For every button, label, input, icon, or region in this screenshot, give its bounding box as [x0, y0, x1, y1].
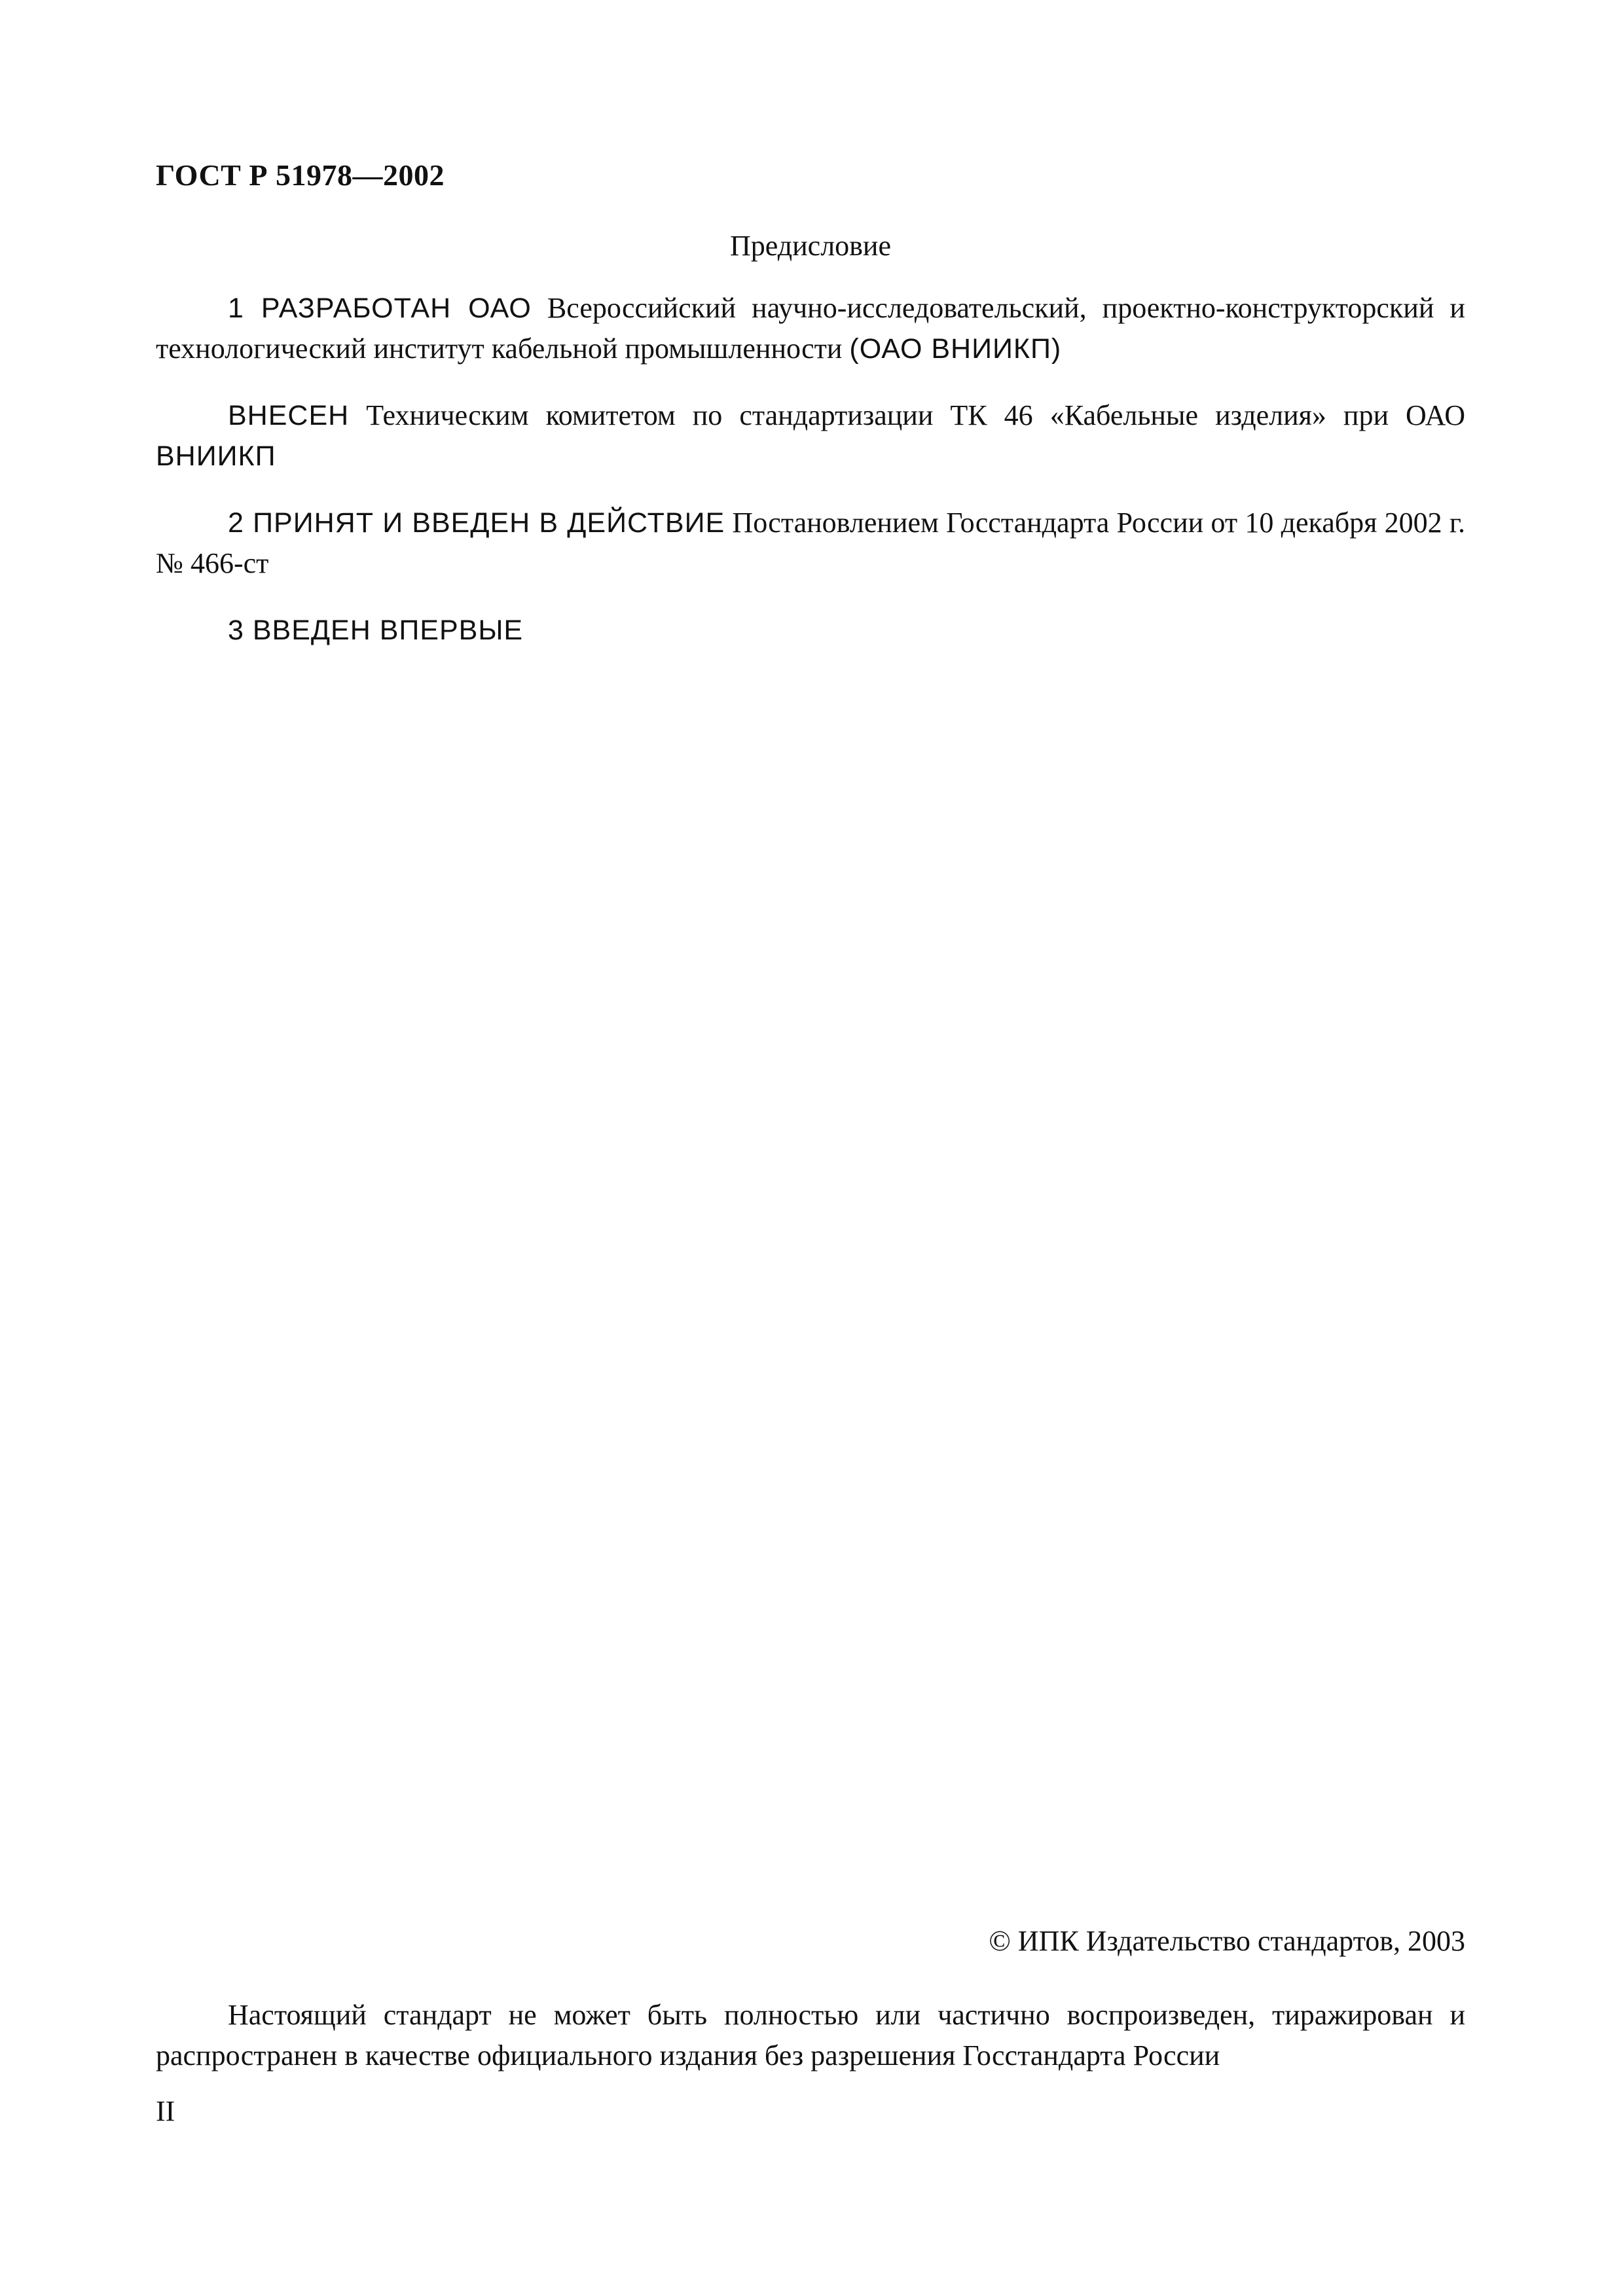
document-header: ГОСТ Р 51978—2002: [156, 158, 445, 192]
paragraph-lead: 1 РАЗРАБОТАН ОАО: [228, 293, 532, 324]
foreword-body: [156, 288, 1465, 677]
foreword-paragraph-adopted: [156, 503, 1465, 584]
foreword-paragraph-introduced: [156, 395, 1465, 476]
paragraph-tail: (ОАО ВНИИКП): [849, 333, 1062, 365]
paragraph-text: Постановлением Госстандарта России от 10 декабря 2002 г. № 466-ст: [156, 507, 1465, 579]
paragraph-lead: ВНЕСЕН: [228, 400, 350, 431]
reproduction-notice: Настоящий стандарт не может быть полностью или частично воспроизведен, тиражирован и распространен в качестве официального издания без разрешения Госстандарта России: [156, 1999, 1465, 2072]
paragraph-lead: 2 ПРИНЯТ И ВВЕДЕН В ДЕЙСТВИЕ: [228, 507, 725, 539]
foreword-paragraph-developed: [156, 288, 1465, 369]
paragraph-text: Всероссийский научно-исследовательский, проектно-конструкторский и технологический институт кабельной промышленности: [156, 292, 1465, 365]
paragraph-tail: ВНИИКП: [156, 440, 276, 472]
section-title: Предисловие: [730, 230, 891, 262]
paragraph-text: Техническим комитетом по стандартизации ТК 46 «Кабельные изделия» при ОАО: [349, 399, 1465, 431]
copyright-line: © ИПК Издательство стандартов, 2003: [989, 1925, 1465, 1957]
paragraph-lead: 3 ВВЕДЕН ВПЕРВЫЕ: [228, 615, 524, 646]
page-number: II: [156, 2095, 175, 2127]
foreword-paragraph-first-introduced: [156, 610, 1465, 651]
